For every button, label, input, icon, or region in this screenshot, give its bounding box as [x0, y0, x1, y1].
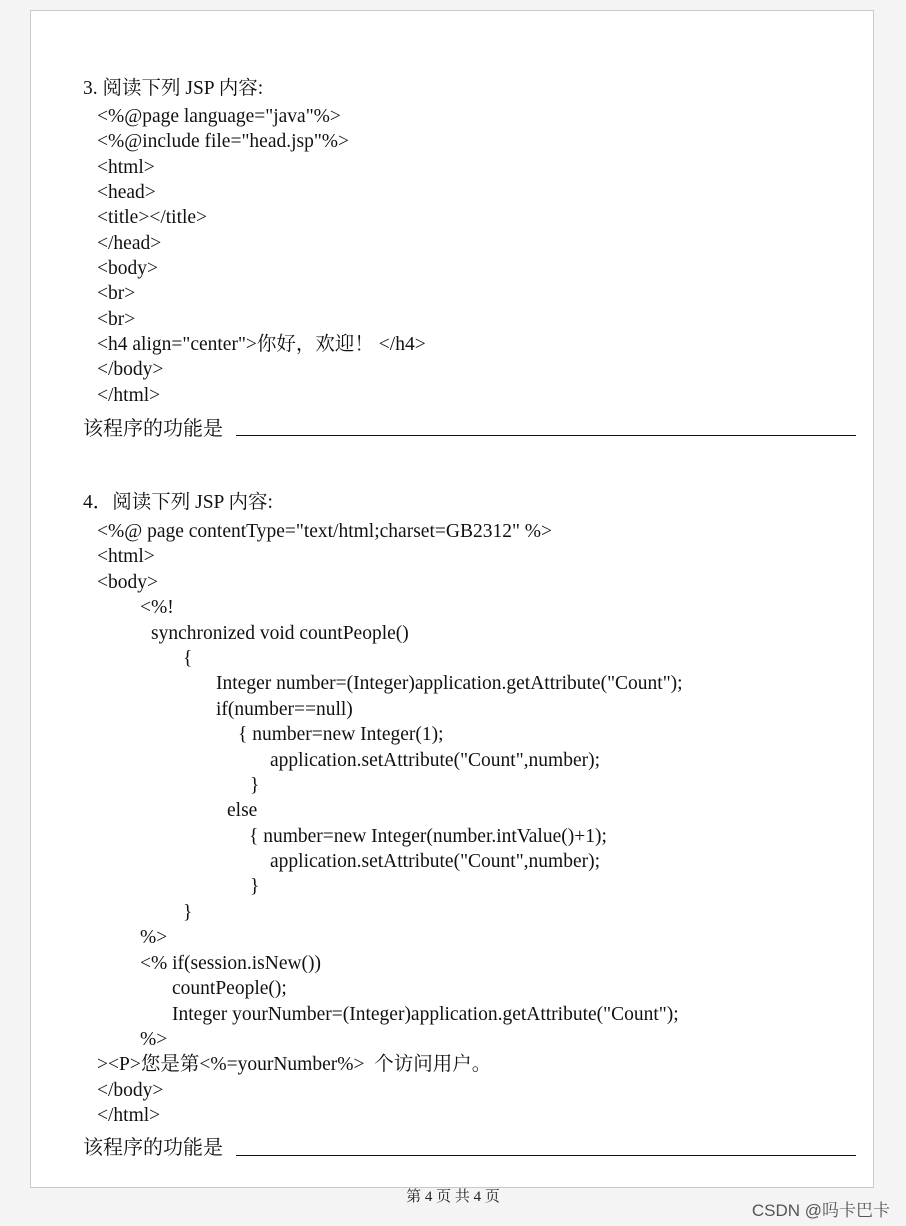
q3-code-line: <br>: [97, 309, 136, 330]
q4-code-line: else: [227, 800, 258, 821]
q4-code-line: application.setAttribute("Count",number);: [270, 851, 601, 872]
q4-code-line: <html>: [97, 546, 155, 567]
q3-code-line: <%@include file="head.jsp"%>: [97, 131, 350, 152]
q4-code-line: %>: [140, 927, 168, 948]
q3-code-line: <body>: [97, 258, 158, 279]
q4-code-line: synchronized void countPeople(): [151, 623, 409, 644]
q4-code-line: }: [183, 902, 193, 923]
q4-code-line: Integer number=(Integer)application.getAttribute("Count");: [216, 673, 683, 694]
q4-code-line: { number=new Integer(1);: [238, 724, 444, 745]
q4-code-line: if(number==null): [216, 699, 353, 720]
q3-code-line: </head>: [97, 233, 162, 254]
q4-code-line: {: [183, 648, 193, 669]
q4-code-line: </body>: [97, 1080, 164, 1101]
q4-code-line: { number=new Integer(number.intValue()+1);: [249, 826, 607, 847]
q3-code-line: </body>: [97, 359, 164, 380]
q3-code-line: <%@page language="java"%>: [97, 106, 341, 127]
q4-code-line: }: [250, 775, 260, 796]
q4-code-line: %>: [140, 1029, 168, 1050]
q3-code-line: <head>: [97, 182, 156, 203]
q3-answer-label: 该程序的功能是: [83, 418, 223, 440]
q4-code-line: }: [250, 876, 260, 897]
q4-code-line: </html>: [97, 1105, 161, 1126]
q3-code-line: </html>: [97, 385, 161, 406]
q4-answer-label: 该程序的功能是: [83, 1137, 223, 1159]
q4-code-line: application.setAttribute("Count",number);: [270, 750, 601, 771]
q3-answer-blank[interactable]: [236, 435, 856, 436]
q4-code-line: <body>: [97, 572, 158, 593]
q3-code-line: <html>: [97, 157, 155, 178]
q3-code-line: <title></title>: [97, 207, 208, 228]
watermark: CSDN @吗卡巴卡: [751, 1201, 890, 1220]
q3-code-line: <br>: [97, 283, 136, 304]
q4-code-line: <% if(session.isNew()): [140, 953, 322, 974]
q3-code-line: <h4 align="center">你好，欢迎！ </h4>: [97, 334, 426, 355]
q3-heading: 3. 阅读下列 JSP 内容:: [83, 78, 264, 99]
q4-code-line: Integer yourNumber=(Integer)application.getAttribute("Count");: [172, 1004, 679, 1025]
q4-heading: 4．阅读下列 JSP 内容:: [83, 492, 273, 513]
q4-code-line: <%!: [140, 597, 174, 618]
q4-code-line: countPeople();: [172, 978, 287, 999]
q4-answer-blank[interactable]: [236, 1155, 856, 1156]
q4-code-line: ><P>您是第<%=yourNumber%> 个访问用户。: [97, 1054, 492, 1075]
q4-code-line: <%@ page contentType="text/html;charset=GB2312" %>: [97, 521, 553, 542]
page-footer: 第 4 页 共 4 页: [406, 1189, 500, 1205]
